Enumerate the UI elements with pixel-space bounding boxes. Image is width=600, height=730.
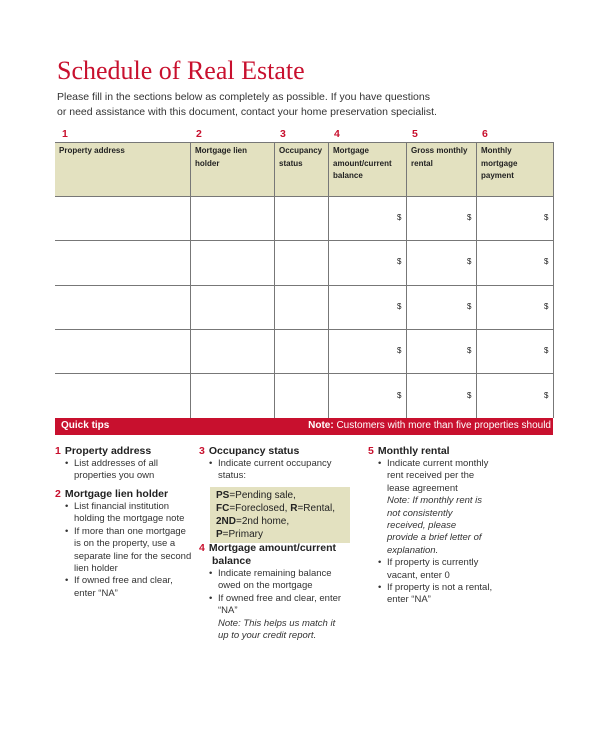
- tip-mortgage-balance: 4 Mortgage amount/current balance • Indicate remaining balance owed on the mortgage • If owned free and clear, enter “NA” Note: This helps us match it up to your credit report.: [199, 542, 359, 642]
- column-divider: [328, 142, 329, 418]
- column-divider: [476, 142, 477, 418]
- column-divider: [190, 142, 191, 418]
- currency-sign: $: [544, 346, 549, 355]
- column-number: 1: [62, 128, 68, 140]
- row-divider: [55, 373, 553, 374]
- column-header-occupancy-status: Occupancy status: [279, 146, 323, 168]
- quick-tips-bar: [55, 418, 553, 435]
- property-table: [55, 142, 553, 419]
- quick-tips-label: Quick tips: [61, 420, 110, 431]
- tip-mortgage-lien-holder: 2 Mortgage lien holder • List financial institution holding the mortgage note • If more than one mortgage is on the property, use a separate line for the second lien holder • If owned free and clear, enter “NA”: [55, 488, 195, 600]
- currency-sign: $: [544, 302, 549, 311]
- tip-monthly-rental: 5 Monthly rental • Indicate current monthly rent received per the lease agreement Note: If monthly rent is not consistently received, please provide a brief letter of explanation. • If property is currently vacant, enter 0 • If property is not a rental, enter “NA”: [368, 445, 508, 607]
- intro-text: Please fill in the sections below as completely as possible. If you have questions or need assistance with this document, contact your home preservation specialist.: [57, 91, 437, 118]
- currency-sign: $: [544, 391, 549, 400]
- currency-sign: $: [467, 257, 472, 266]
- currency-sign: $: [397, 257, 402, 266]
- currency-sign: $: [397, 302, 402, 311]
- currency-sign: $: [467, 346, 472, 355]
- column-header-mortgage-balance: Mortgage amount/current balance: [333, 146, 392, 180]
- currency-sign: $: [397, 213, 402, 222]
- column-divider: [406, 142, 407, 418]
- column-number: 3: [280, 128, 286, 140]
- row-divider: [55, 329, 553, 330]
- column-number: 6: [482, 128, 488, 140]
- row-divider: [55, 196, 553, 197]
- row-divider: [55, 285, 553, 286]
- quick-tips-note: Note: Customers with more than five properties should: [308, 420, 551, 431]
- column-header-gross-monthly-rental: Gross monthly rental: [411, 146, 468, 168]
- column-header-mortgage-lien-holder: Mortgage lien holder: [195, 146, 248, 168]
- column-divider: [274, 142, 275, 418]
- tip-occupancy-status: 3 Occupancy status • Indicate current occupancy status: PS=Pending sale, FC=Foreclosed, R=Rental, 2ND=2nd home, P=Primary: [199, 445, 359, 547]
- column-number: 2: [196, 128, 202, 140]
- tip-property-address: 1 Property address • List addresses of all properties you own: [55, 445, 195, 483]
- currency-sign: $: [544, 213, 549, 222]
- currency-sign: $: [467, 213, 472, 222]
- currency-sign: $: [467, 302, 472, 311]
- occupancy-codes: PS=Pending sale, FC=Foreclosed, R=Rental, 2ND=2nd home, P=Primary: [210, 487, 350, 543]
- currency-sign: $: [397, 391, 402, 400]
- currency-sign: $: [467, 391, 472, 400]
- row-divider: [55, 240, 553, 241]
- column-header-property-address: Property address: [59, 146, 125, 155]
- page-title: Schedule of Real Estate: [57, 56, 305, 85]
- currency-sign: $: [397, 346, 402, 355]
- column-number: 4: [334, 128, 340, 140]
- currency-sign: $: [544, 257, 549, 266]
- column-divider: [553, 142, 554, 418]
- column-header-monthly-mortgage-payment: Monthly mortgage payment: [481, 146, 518, 180]
- column-number: 5: [412, 128, 418, 140]
